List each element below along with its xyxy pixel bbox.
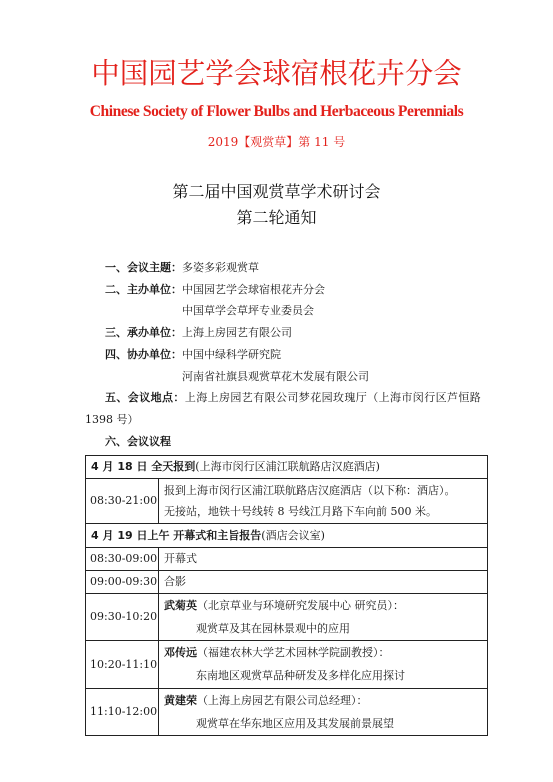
content-cell: 开幕式 — [159, 548, 488, 571]
agenda-table — [85, 455, 488, 736]
section-label: 一、会议主题： — [105, 261, 182, 274]
section-co-organizer-cont: 河南省社旗县观赏草花木发展有限公司 — [182, 370, 369, 383]
speaker-name: 黄建荣 — [164, 693, 197, 707]
table-row — [86, 571, 488, 594]
content-cell: 合影 — [159, 571, 488, 594]
talk-topic: 观赏草在华东地区应用及其发展前景展望 — [196, 716, 394, 730]
day1-header-note: (上海市闵行区浦江联航路店汉庭酒店) — [195, 460, 380, 473]
table-row — [86, 479, 488, 524]
speaker-affiliation: （北京草业与环境研究发展中心 研究员）： — [197, 598, 404, 612]
section-label: 三、承办单位： — [105, 326, 182, 339]
time-cell: 09:00-09:30 — [86, 571, 159, 594]
time-cell: 08:30-09:00 — [86, 548, 159, 571]
time-cell: 11:10-12:00 — [86, 689, 159, 736]
section-venue — [105, 391, 481, 405]
speaker-name: 武菊英 — [164, 598, 197, 612]
speaker-name: 邓传远 — [164, 646, 197, 659]
section-host — [105, 283, 325, 297]
speaker-line — [164, 595, 487, 617]
table-row — [86, 594, 488, 641]
content-cell — [159, 689, 488, 736]
org-name-chinese: 中国园艺学会球宿根花卉分会 — [91, 57, 462, 90]
day2-header-cell — [86, 524, 488, 548]
section-value: 中国园艺学会球宿根花卉分会 — [182, 283, 325, 296]
content-cell — [159, 479, 488, 524]
org-name-english: Chinese Society of Flower Bulbs and Herbaceous Perennials — [89, 103, 464, 120]
content-cell — [159, 594, 488, 641]
content-line: 无接站，地铁十号线转 8 号线江月路下车向前 500 米。 — [164, 505, 437, 518]
section-organizer — [105, 326, 292, 340]
document-number: 2019【观赏草】第 11 号 — [207, 135, 346, 149]
speaker-affiliation: （上海上房园艺有限公司总经理）： — [197, 693, 368, 707]
section-venue-cont: 1398 号） — [85, 413, 139, 426]
table-row — [86, 689, 488, 736]
day2-header-bold: 4 月 19 日上午 开幕式和主旨报告 — [91, 528, 262, 542]
section-label: 四、协办单位： — [105, 348, 182, 361]
speaker-line — [164, 690, 487, 712]
notice-title: 第二届中国观赏草学术研讨会 — [172, 182, 381, 201]
section-label: 二、主办单位： — [105, 283, 182, 296]
section-value: 上海上房园艺有限公司梦花园玫瑰厅（上海市闵行区芦恒路 — [184, 391, 482, 404]
speaker-line — [164, 642, 487, 664]
table-row-day1-header — [86, 456, 488, 479]
table-row — [86, 548, 488, 571]
section-value: 中国中绿科学研究院 — [182, 348, 281, 361]
section-agenda-label: 六、会议议程 — [105, 435, 171, 448]
day1-header-cell — [86, 456, 488, 479]
content-line: 报到上海市闵行区浦江联航路店汉庭酒店（以下称：酒店）。 — [164, 484, 456, 497]
time-cell: 08:30-21:00 — [86, 479, 159, 524]
section-theme — [105, 261, 259, 275]
section-value: 上海上房园艺有限公司 — [182, 326, 292, 339]
time-cell: 10:20-11:10 — [86, 641, 159, 689]
speaker-affiliation: （福建农林大学艺术园林学院副教授）： — [197, 646, 390, 659]
talk-topic: 观赏草及其在园林景观中的应用 — [196, 621, 350, 635]
table-row — [86, 641, 488, 689]
day1-header-bold: 4 月 18 日 全天报到 — [91, 460, 196, 473]
notice-subtitle: 第二轮通知 — [236, 208, 317, 227]
section-label: 五、会议地点： — [105, 391, 185, 404]
talk-topic: 东南地区观赏草品种研发及多样化应用探讨 — [196, 669, 405, 682]
section-co-organizer — [105, 348, 281, 362]
time-cell: 09:30-10:20 — [86, 594, 159, 641]
table-row-day2-header — [86, 524, 488, 548]
day2-header-note: (酒店会议室) — [261, 528, 325, 542]
section-value: 多姿多彩观赏草 — [182, 261, 259, 274]
section-host-cont: 中国草学会草坪专业委员会 — [182, 304, 314, 317]
content-cell — [159, 641, 488, 689]
